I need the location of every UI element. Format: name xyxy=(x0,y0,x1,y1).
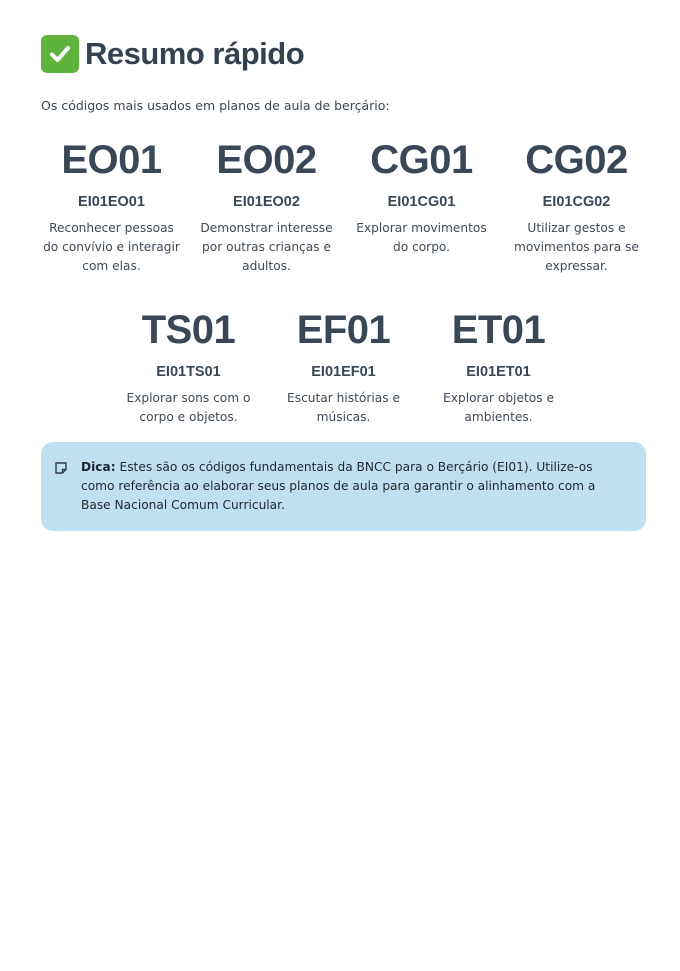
code-description: Explorar objetos e ambientes. xyxy=(443,391,554,424)
code-card-eo02 xyxy=(189,138,344,276)
page-title xyxy=(41,32,304,76)
code-card-ef01 xyxy=(266,308,421,427)
code-full: EI01TS01 xyxy=(156,364,221,380)
tip-label: Dica: xyxy=(81,460,116,474)
code-short: EO01 xyxy=(61,138,162,182)
code-description: Explorar sons com o corpo e objetos. xyxy=(126,391,251,424)
code-card-cg01 xyxy=(344,138,499,276)
code-full: EI01CG02 xyxy=(542,194,611,210)
code-full: EI01EO02 xyxy=(233,194,300,210)
code-card-cg02 xyxy=(499,138,654,276)
codes-row-1 xyxy=(34,138,654,276)
code-short: ET01 xyxy=(451,308,546,352)
code-short: CG01 xyxy=(370,138,473,182)
code-description: Utilizar gestos e movimentos para se expressar. xyxy=(514,221,639,273)
check-mark-icon xyxy=(41,35,79,73)
sticky-note-icon xyxy=(54,460,68,474)
code-card-eo01 xyxy=(34,138,189,276)
code-card-ts01 xyxy=(111,308,266,427)
codes-row-2 xyxy=(111,308,576,427)
code-short: EF01 xyxy=(296,308,391,352)
code-full: EI01EF01 xyxy=(311,364,376,380)
code-description: Explorar movimentos do corpo. xyxy=(356,221,487,254)
code-short: EO02 xyxy=(216,138,317,182)
code-description: Reconhecer pessoas do convívio e interagir com elas. xyxy=(43,221,180,273)
tip-callout xyxy=(41,442,646,531)
code-description: Demonstrar interesse por outras crianças e adultos. xyxy=(200,221,333,273)
intro-text: Os códigos mais usados em planos de aula de berçário: xyxy=(41,98,390,113)
code-short: CG02 xyxy=(525,138,628,182)
tip-body: Estes são os códigos fundamentais da BNCC para o Berçário (EI01). Utilize-os como referência ao elaborar seus planos de aula para garantir o alinhamento com a Base Nacional Comum Curricular. xyxy=(81,460,596,512)
code-card-et01 xyxy=(421,308,576,427)
page-title-text: Resumo rápido xyxy=(85,36,305,71)
code-full: EI01EO01 xyxy=(78,194,145,210)
code-full: EI01ET01 xyxy=(466,364,531,380)
code-full: EI01CG01 xyxy=(387,194,456,210)
tip-text xyxy=(81,458,626,515)
code-short: TS01 xyxy=(141,308,236,352)
code-description: Escutar histórias e músicas. xyxy=(287,391,400,424)
